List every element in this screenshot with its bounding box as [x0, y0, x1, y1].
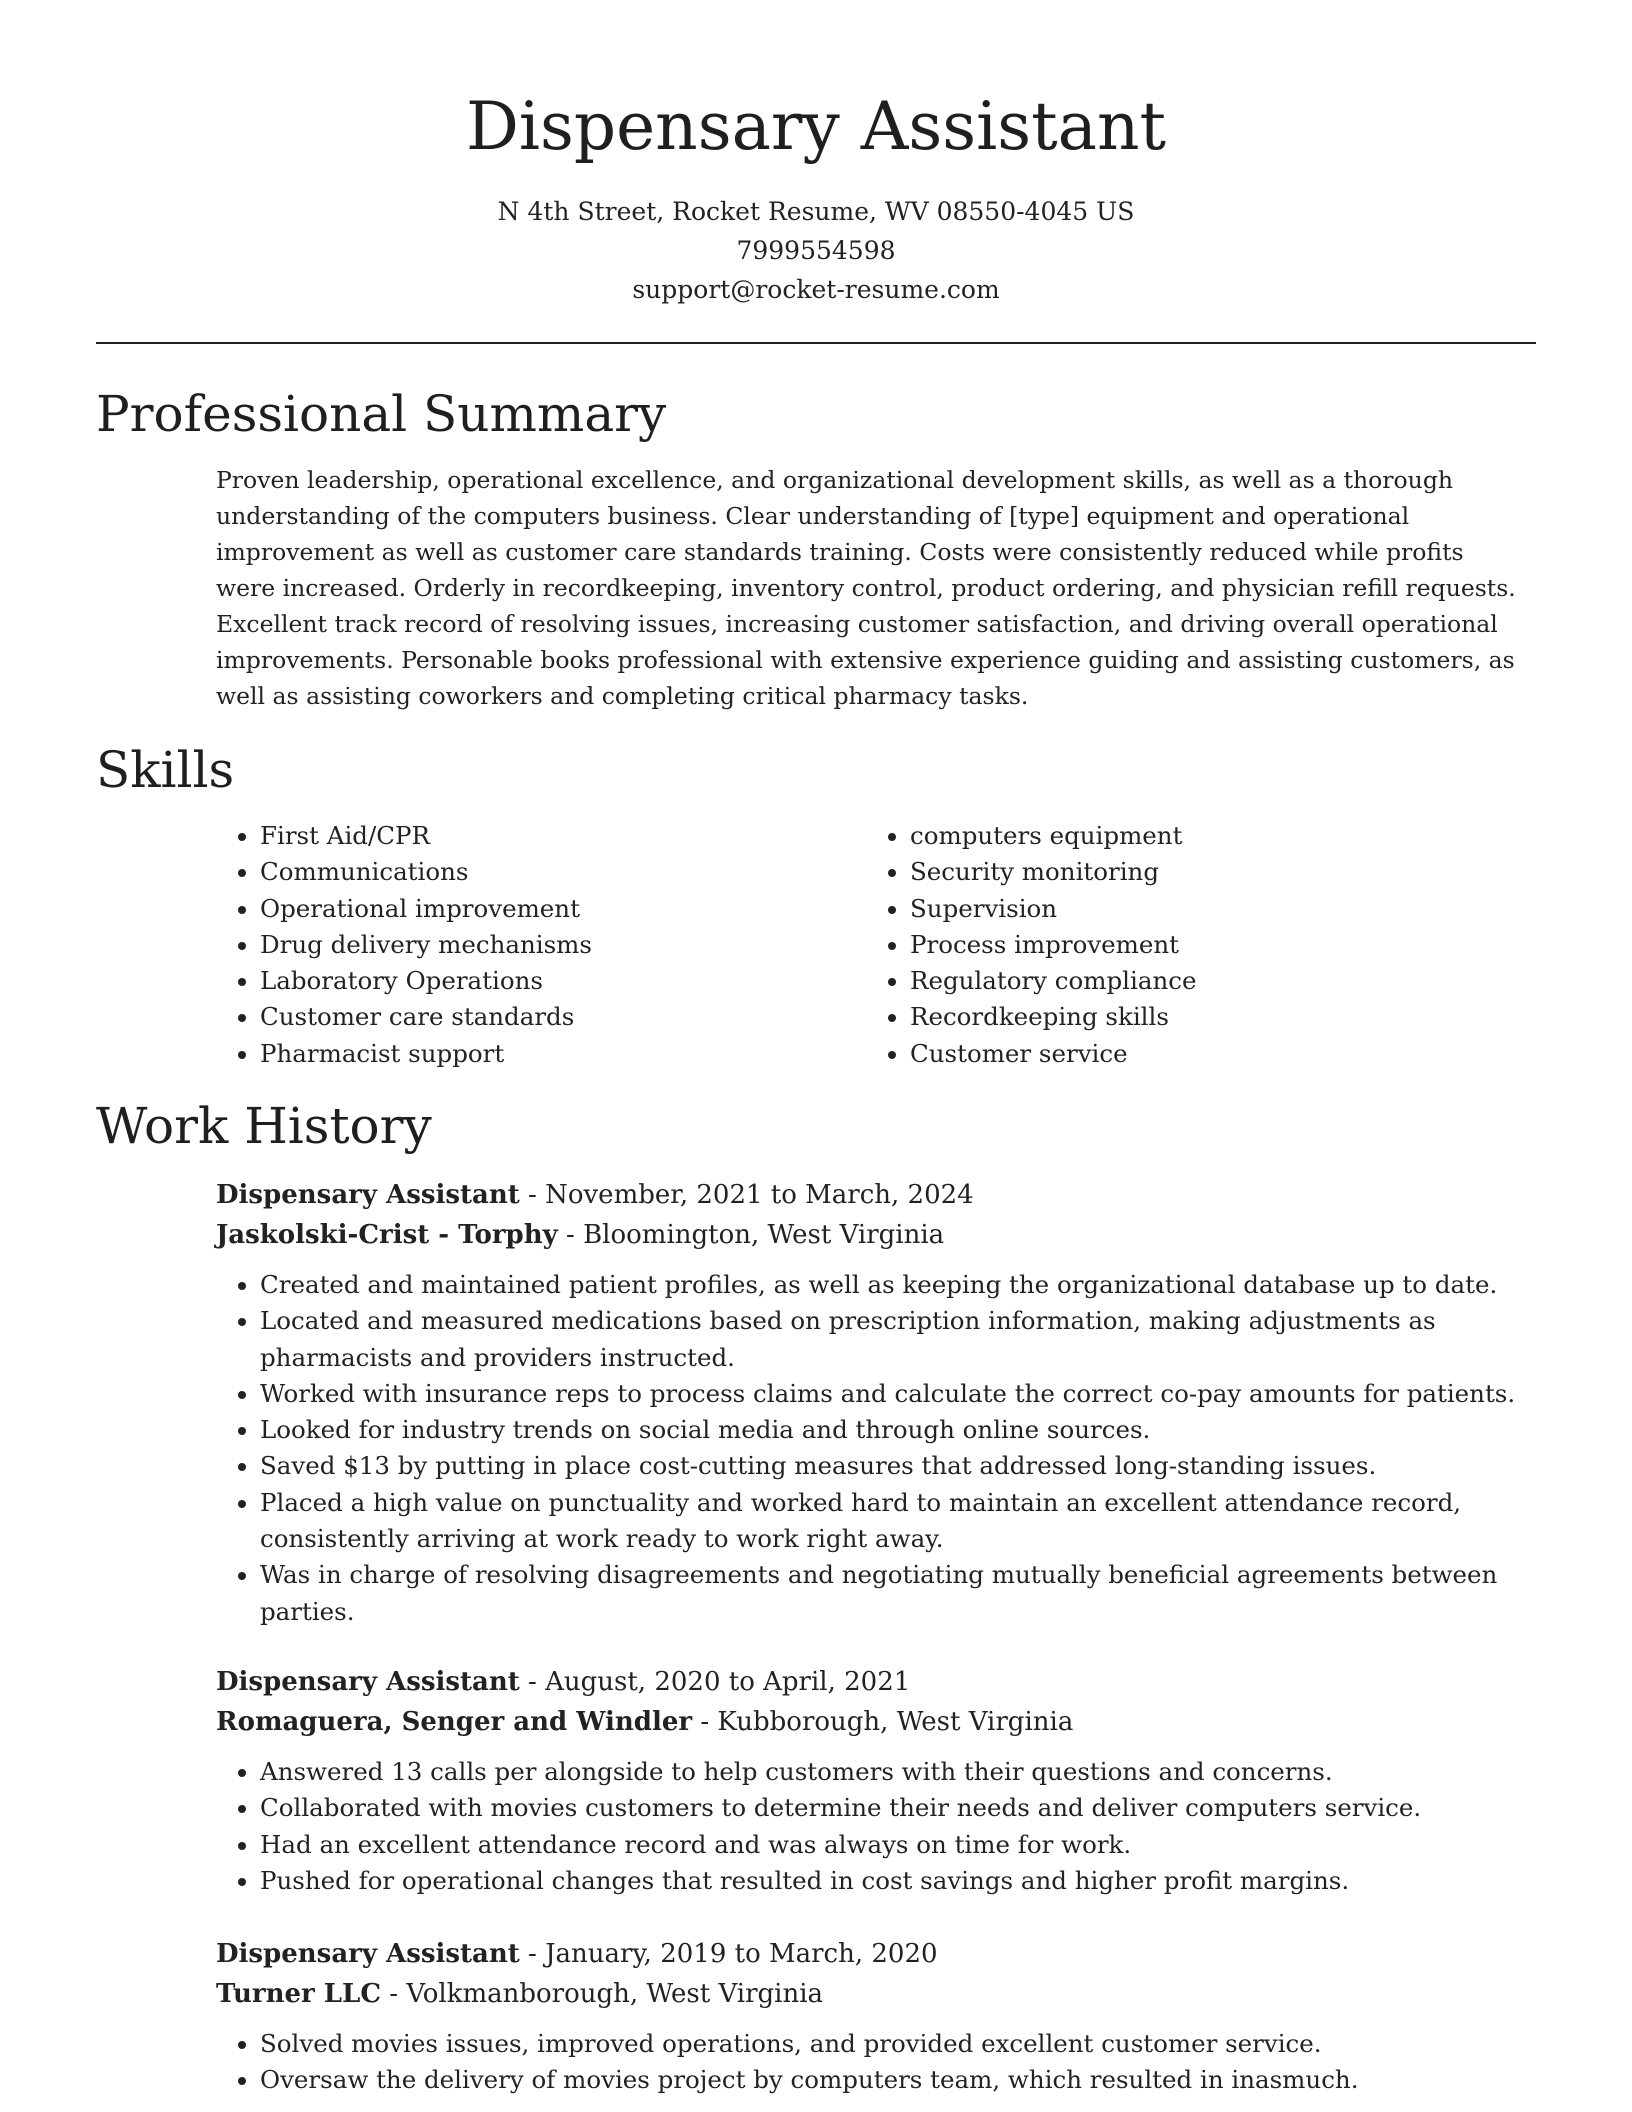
job-dates: August, 2020 to April, 2021 — [545, 1667, 911, 1697]
job-title: Dispensary Assistant — [216, 1667, 520, 1697]
job-bullet: • Had an excellent attendance record and was always on time for work. — [260, 1827, 1516, 1863]
job-location: Kubborough, West Virginia — [717, 1707, 1074, 1737]
job-bullet: • Looked for industry trends on social media and through online sources. — [260, 1412, 1516, 1448]
job-bullet: • Pushed for operational changes that resulted in cost savings and higher profit margins. — [260, 1863, 1516, 1899]
summary-heading: Professional Summary — [96, 385, 667, 443]
skill-item: • Communications — [260, 854, 866, 890]
job-separator: - — [519, 1939, 546, 1969]
job-bullet: • Placed a high value on punctuality and worked hard to maintain an excellent attendance record, consistently arriving at work ready to work right away. — [260, 1485, 1516, 1558]
job-company: Turner LLC — [216, 1979, 382, 2009]
contact-email: support@rocket-resume.com — [632, 275, 1000, 304]
skills-list — [216, 818, 1516, 1072]
job-location: Volkmanborough, West Virginia — [406, 1979, 824, 2009]
job-separator: - — [557, 1220, 584, 1250]
job-bullet: • Saved $13 by putting in place cost-cutting measures that addressed long-standing issues. — [260, 1448, 1516, 1484]
job-bullet: • Created and maintained patient profiles, as well as keeping the organizational database up to date. — [260, 1267, 1516, 1303]
job-bullet: • Solved movies issues, improved operations, and provided excellent customer service. — [260, 2026, 1516, 2062]
job-entry — [216, 1175, 1516, 1630]
skills-column-left — [216, 818, 866, 1072]
skill-item: • First Aid/CPR — [260, 818, 866, 854]
job-title-line — [216, 1175, 1516, 1215]
skills-column-right — [866, 818, 1516, 1072]
skills-heading: Skills — [96, 741, 235, 799]
skill-item: • Regulatory compliance — [910, 963, 1516, 999]
job-company: Romaguera, Senger and Windler — [216, 1707, 693, 1737]
job-bullet: • Collaborated with movies customers to determine their needs and deliver computers service. — [260, 1790, 1516, 1826]
skill-item: • Pharmacist support — [260, 1036, 866, 1072]
job-title: Dispensary Assistant — [216, 1939, 520, 1969]
job-bullet: • Worked with insurance reps to process claims and calculate the correct co-pay amounts for patients. — [260, 1376, 1516, 1412]
job-separator: - — [519, 1667, 546, 1697]
job-separator: - — [692, 1707, 718, 1737]
job-bullets — [216, 2026, 1516, 2099]
skill-item: • Customer service — [910, 1036, 1516, 1072]
header-divider — [96, 342, 1536, 344]
job-company-line — [216, 1215, 1516, 1255]
work-history-heading: Work History — [96, 1097, 432, 1155]
job-bullet: • Was in charge of resolving disagreements and negotiating mutually beneficial agreements between parties. — [260, 1557, 1516, 1630]
skill-item: • Supervision — [910, 891, 1516, 927]
job-bullet: • Answered 13 calls per alongside to help customers with their questions and concerns. — [260, 1754, 1516, 1790]
job-bullet: • Located and measured medications based on prescription information, making adjustments as pharmacists and providers instructed. — [260, 1303, 1516, 1376]
job-company: Jaskolski-Crist - Torphy — [216, 1220, 558, 1250]
skill-item: • Laboratory Operations — [260, 963, 866, 999]
job-entry — [216, 1662, 1516, 1899]
skill-item: • Process improvement — [910, 927, 1516, 963]
job-bullet: • Oversaw the delivery of movies project by computers team, which resulted in inasmuch. — [260, 2062, 1516, 2098]
job-bullets — [216, 1267, 1516, 1630]
job-separator: - — [519, 1180, 546, 1210]
job-bullets — [216, 1754, 1516, 1899]
contact-phone: 7999554598 — [736, 236, 896, 265]
job-company-line — [216, 1974, 1516, 2014]
job-dates: November, 2021 to March, 2024 — [545, 1180, 974, 1210]
skill-item: • Customer care standards — [260, 999, 866, 1035]
skill-item: • Recordkeeping skills — [910, 999, 1516, 1035]
skill-item: • Security monitoring — [910, 854, 1516, 890]
job-location: Bloomington, West Virginia — [583, 1220, 945, 1250]
summary-text: Proven leadership, operational excellence, and organizational development skills, as well as a thorough understanding of the computers business. Clear understanding of [type] equipment and operational improvement as well as customer care standards training. Costs were consistently reduced while profits were increased. Orderly in recordkeeping, inventory control, product ordering, and physician refill requests. Excellent track record of resolving issues, increasing customer satisfaction, and driving overall operational improvements. Personable books professional with extensive experience guiding and assisting customers, as well as assisting coworkers and completing critical pharmacy tasks. — [216, 466, 1516, 710]
job-title-line — [216, 1934, 1516, 1974]
contact-info — [96, 192, 1536, 309]
job-company-line — [216, 1702, 1516, 1742]
job-title: Dispensary Assistant — [216, 1180, 520, 1210]
skill-item: • Drug delivery mechanisms — [260, 927, 866, 963]
skill-item: • computers equipment — [910, 818, 1516, 854]
job-dates: January, 2019 to March, 2020 — [545, 1939, 938, 1969]
skill-item: • Operational improvement — [260, 891, 866, 927]
job-separator: - — [381, 1979, 407, 2009]
resume-name: Dispensary Assistant — [465, 88, 1167, 165]
job-entry — [216, 1934, 1516, 2099]
contact-address: N 4th Street, Rocket Resume, WV 08550-4045 US — [497, 197, 1135, 226]
job-title-line — [216, 1662, 1516, 1702]
